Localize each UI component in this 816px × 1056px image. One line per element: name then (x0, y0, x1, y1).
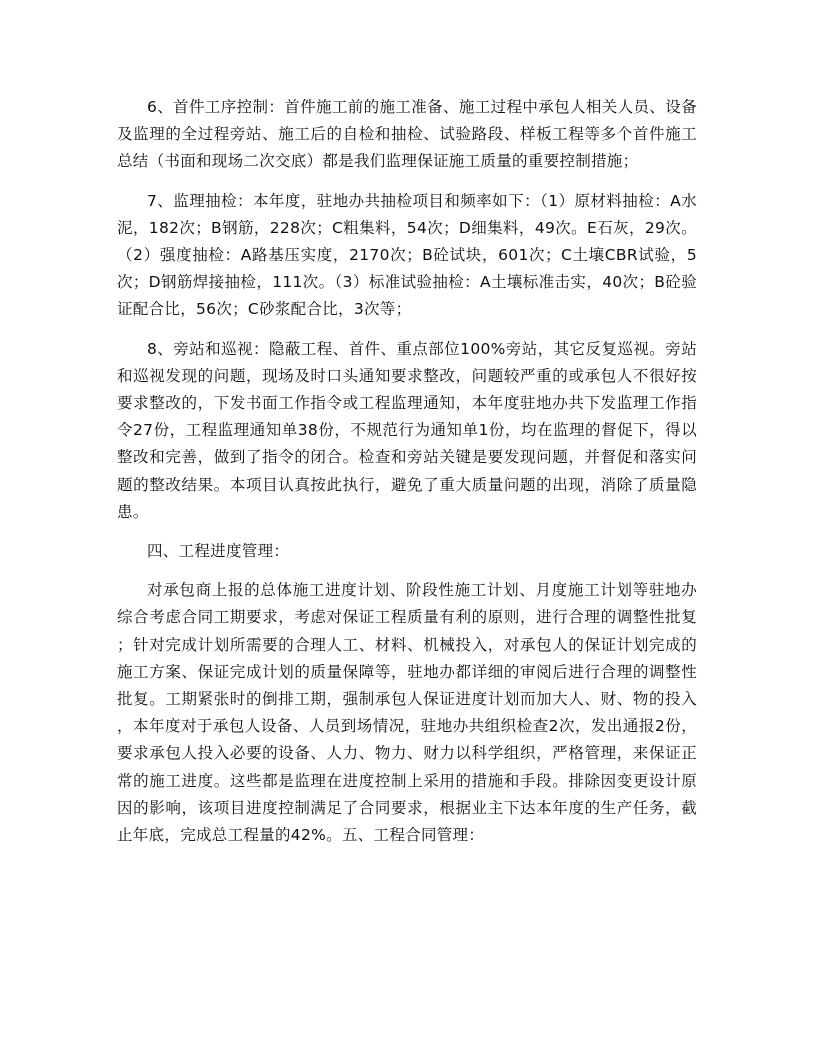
paragraph-supervision-sampling: 7、监理抽检：本年度，驻地办共抽检项目和频率如下：（1）原材料抽检：A水泥，182次；B钢筋，228次；C粗集料，54次；D细集料，49次。E石灰，29次。（2）强度抽检：A路基压实度，2170次；B砼试块，601次；C土壤CBR试验，5次；D钢筋焊接抽检，111次。（3）标准试验抽检：A土壤标准击实，40次；B砼验证配合比，56次；C砂浆配合比，3次等； (117, 191, 697, 319)
document-body (117, 94, 697, 861)
paragraph-first-piece-control: 6、首件工序控制：首件施工前的施工准备、施工过程中承包人相关人员、设备及监理的全过程旁站、施工后的自检和抽检、试验路段、样板工程等多个首件施工总结（书面和现场二次交底）都是我们监理保证施工质量的重要控制措施； (117, 98, 697, 171)
paragraph-site-inspection: 8、旁站和巡视：隐蔽工程、首件、重点部位100%旁站，其它反复巡视。旁站和巡视发现的问题，现场及时口头通知要求整改，问题较严重的或承包人不很好按要求整改的，下发书面工作指令或工程监理通知，本年度驻地办共下发监理工作指令27份，工程监理通知单38份，不规范行为通知单1份，均在监理的督促下，得以整改和完善，做到了指令的闭合。检查和旁站关键是要发现问题，并督促和落实问题的整改结果。本项目认真按此执行，避免了重大质量问题的出现，消除了质量隐患。 (117, 339, 697, 521)
section-heading-progress-management: 四、工程进度管理： (147, 542, 290, 561)
paragraph-progress-management: 对承包商上报的总体施工进度计划、阶段性施工计划、月度施工计划等驻地办综合考虑合同工期要求，考虑对保证工程质量有利的原则，进行合理的调整性批复；针对完成计划所需要的合理人工、材料、机械投入，对承包人的保证计划完成的施工方案、保证完成计划的质量保障等，驻地办都详细的审阅后进行合理的调整性批复。工期紧张时的倒排工期，强制承包人保证进度计划而加大人、财、物的投入，本年度对于承包人设备、人员到场情况，驻地办共组织检查2次，发出通报2份，要求承包人投入必要的设备、人力、物力、财力以科学组织，严格管理，来保证正常的施工进度。这些都是监理在进度控制上采用的措施和手段。排除因变更设计原因的影响，该项目进度控制满足了合同要求，根据业主下达本年度的生产任务，截止年底，完成总工程量的42%。五、工程合同管理： (117, 581, 697, 845)
